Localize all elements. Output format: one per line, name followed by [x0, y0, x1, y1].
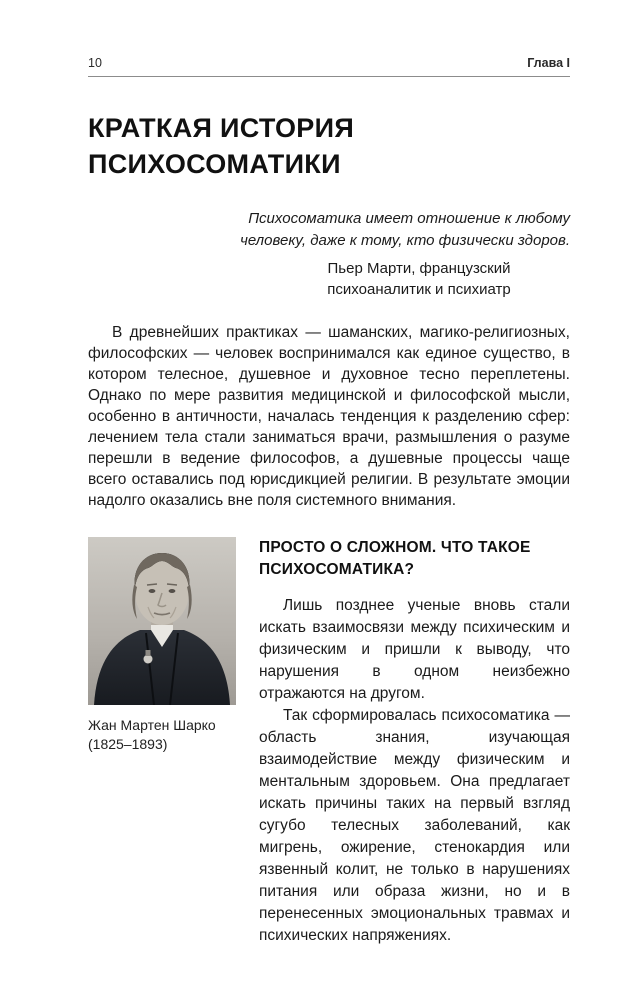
portrait-caption: Жан Мартен Шарко (1825–1893) — [88, 717, 216, 753]
page-number: 10 — [88, 56, 102, 70]
chapter-title-line1: КРАТКАЯ ИСТОРИЯ — [88, 113, 355, 143]
section-paragraph-2: Так сформировалась психосоматика — область знания, изучающая взаимодействие между физическим и ментальным здоровьем. Она предлагает искать причины таких на первый взгляд сугубо телесных заболеваний, как мигрень, ожирение, стенокардия или язвенный колит, не только в нарушениях питания или образа жизни, но и в перенесенных эмоциональных травмах и психических напряжениях. — [259, 706, 570, 944]
intro-paragraph: В древнейших практиках — шаманских, магико-религиозных, философских — человек воспринимался как единое существо, в котором телесное, душевное и духовное тесно переплетены. Однако по мере развития медицинской и философской мысли, особенно в античности, началась тенденция к разделению сфер: лечением тела стали заниматься врачи, размышления о разуме перешли в ведение философов, а душевные процессы чаще всего оставались под юрисдикцией религии. В результате эмоции надолго оказались вне поля системного внимания. — [88, 324, 570, 510]
epigraph-quote: Психосоматика имеет отношение к любому человеку, даже к тому, кто физически здоров. — [240, 210, 570, 249]
chapter-title-line2: ПСИХОСОМАТИКИ — [88, 148, 341, 179]
medal-ribbon — [146, 650, 151, 656]
epigraph — [88, 208, 570, 300]
page-header — [88, 56, 570, 77]
right-eye — [169, 589, 176, 593]
left-eye — [149, 589, 156, 593]
two-column-section — [88, 537, 570, 946]
section-paragraph-1: Лишь позднее ученые вновь стали искать взаимосвязи между психическим и физическим и пришли к выводу, что нарушения в одном неизбежно отражаются на другом. — [259, 596, 570, 702]
portrait-figure — [88, 537, 236, 946]
portrait-photo — [88, 537, 236, 705]
epigraph-attribution — [306, 258, 532, 301]
section-content — [259, 537, 570, 946]
section-heading: ПРОСТО О СЛОЖНОМ. ЧТО ТАКОЕ ПСИХОСОМАТИКА? — [259, 539, 531, 579]
epigraph-attribution-line2: психоаналитик и психиатр — [327, 281, 511, 299]
epigraph-attribution-line1: Пьер Марти, французский — [327, 259, 511, 277]
chapter-title — [88, 111, 570, 182]
chapter-label: Глава I — [527, 56, 570, 70]
